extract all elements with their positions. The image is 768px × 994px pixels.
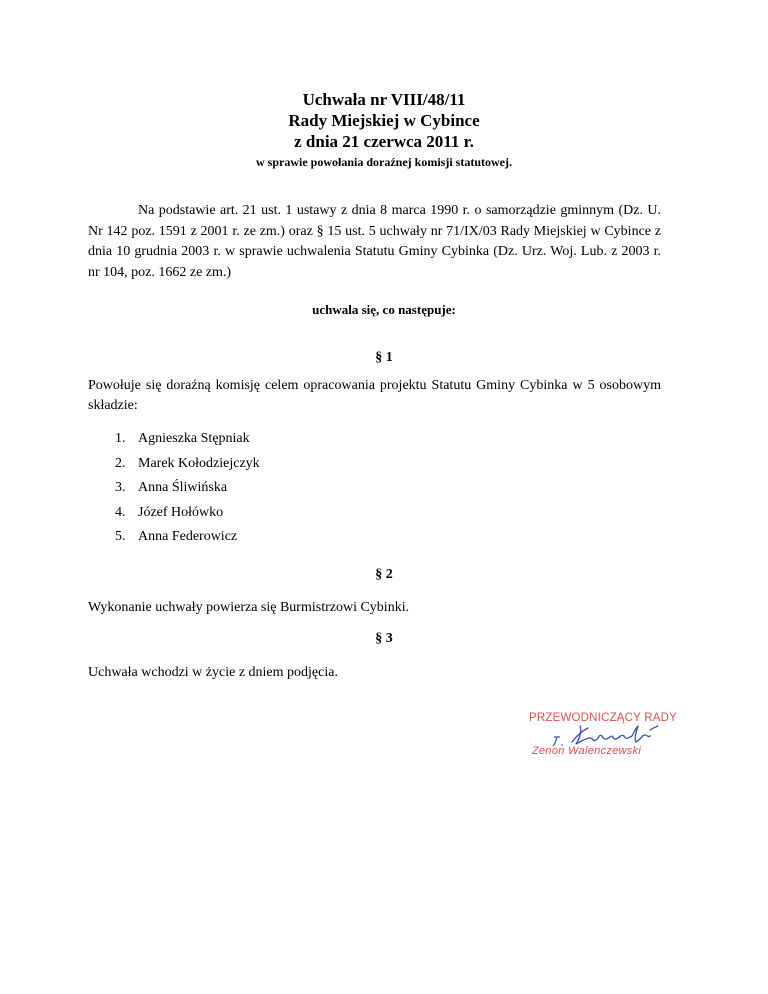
section-2-mark: § 2 xyxy=(375,567,393,582)
council-name: Rady Miejskiej w Cybince xyxy=(288,111,480,130)
section-2-text: Wykonanie uchwały powierza się Burmistrzowi Cybinki. xyxy=(88,600,410,615)
resolution-subject: w sprawie powołania doraźnej komisji statutowej. xyxy=(256,155,512,169)
member-name: Anna Federowicz xyxy=(138,529,238,544)
resolution-number: Uchwała nr VIII/48/11 xyxy=(302,90,466,109)
list-item xyxy=(115,430,260,455)
list-number: 5. xyxy=(115,529,126,544)
section-3-mark: § 3 xyxy=(375,631,393,646)
resolves-heading: uchwala się, co następuje: xyxy=(312,302,456,317)
stamp-title: PRZEWODNICZĄCY RADY xyxy=(529,712,677,724)
list-item xyxy=(115,504,260,529)
stamp-name: Zenon Walenczewski xyxy=(532,745,642,757)
member-name: Józef Hołówko xyxy=(138,504,224,520)
chairman-stamp xyxy=(520,712,690,772)
section-1-text: Powołuje się doraźną komisję celem opracowania projektu Statutu Gminy Cybinka w 5 osobowym składzie: xyxy=(88,378,661,413)
list-item xyxy=(115,455,260,480)
member-name: Marek Kołodziejczyk xyxy=(138,455,260,471)
legal-basis-paragraph: Na podstawie art. 21 ust. 1 ustawy z dnia 8 marca 1990 r. o samorządzie gminnym (Dz. U. Nr 142 poz. 1591 z 2001 r. ze zm.) oraz § 15 ust. 5 uchwały nr 71/IX/03 Rady Miejskiej w Cybince z dnia 10 grudnia 2003 r. w sprawie uchwalenia Statutu Gminy Cybinka (Dz. Urz. Woj. Lub. z 2003 r. nr 104, poz. 1662 ze zm.) xyxy=(88,203,661,280)
list-number: 3. xyxy=(115,480,126,495)
section-1-mark: § 1 xyxy=(375,350,393,365)
list-number: 4. xyxy=(115,504,126,520)
committee-members-list xyxy=(115,430,260,553)
section-3-text: Uchwała wchodzi w życie z dniem podjęcia. xyxy=(88,665,338,680)
list-number: 2. xyxy=(115,455,126,471)
list-item xyxy=(115,479,260,504)
resolution-date: z dnia 21 czerwca 2011 r. xyxy=(294,132,474,151)
list-item xyxy=(115,528,260,553)
member-name: Agnieszka Stępniak xyxy=(138,431,250,446)
list-number: 1. xyxy=(115,431,126,446)
member-name: Anna Śliwińska xyxy=(138,480,228,495)
